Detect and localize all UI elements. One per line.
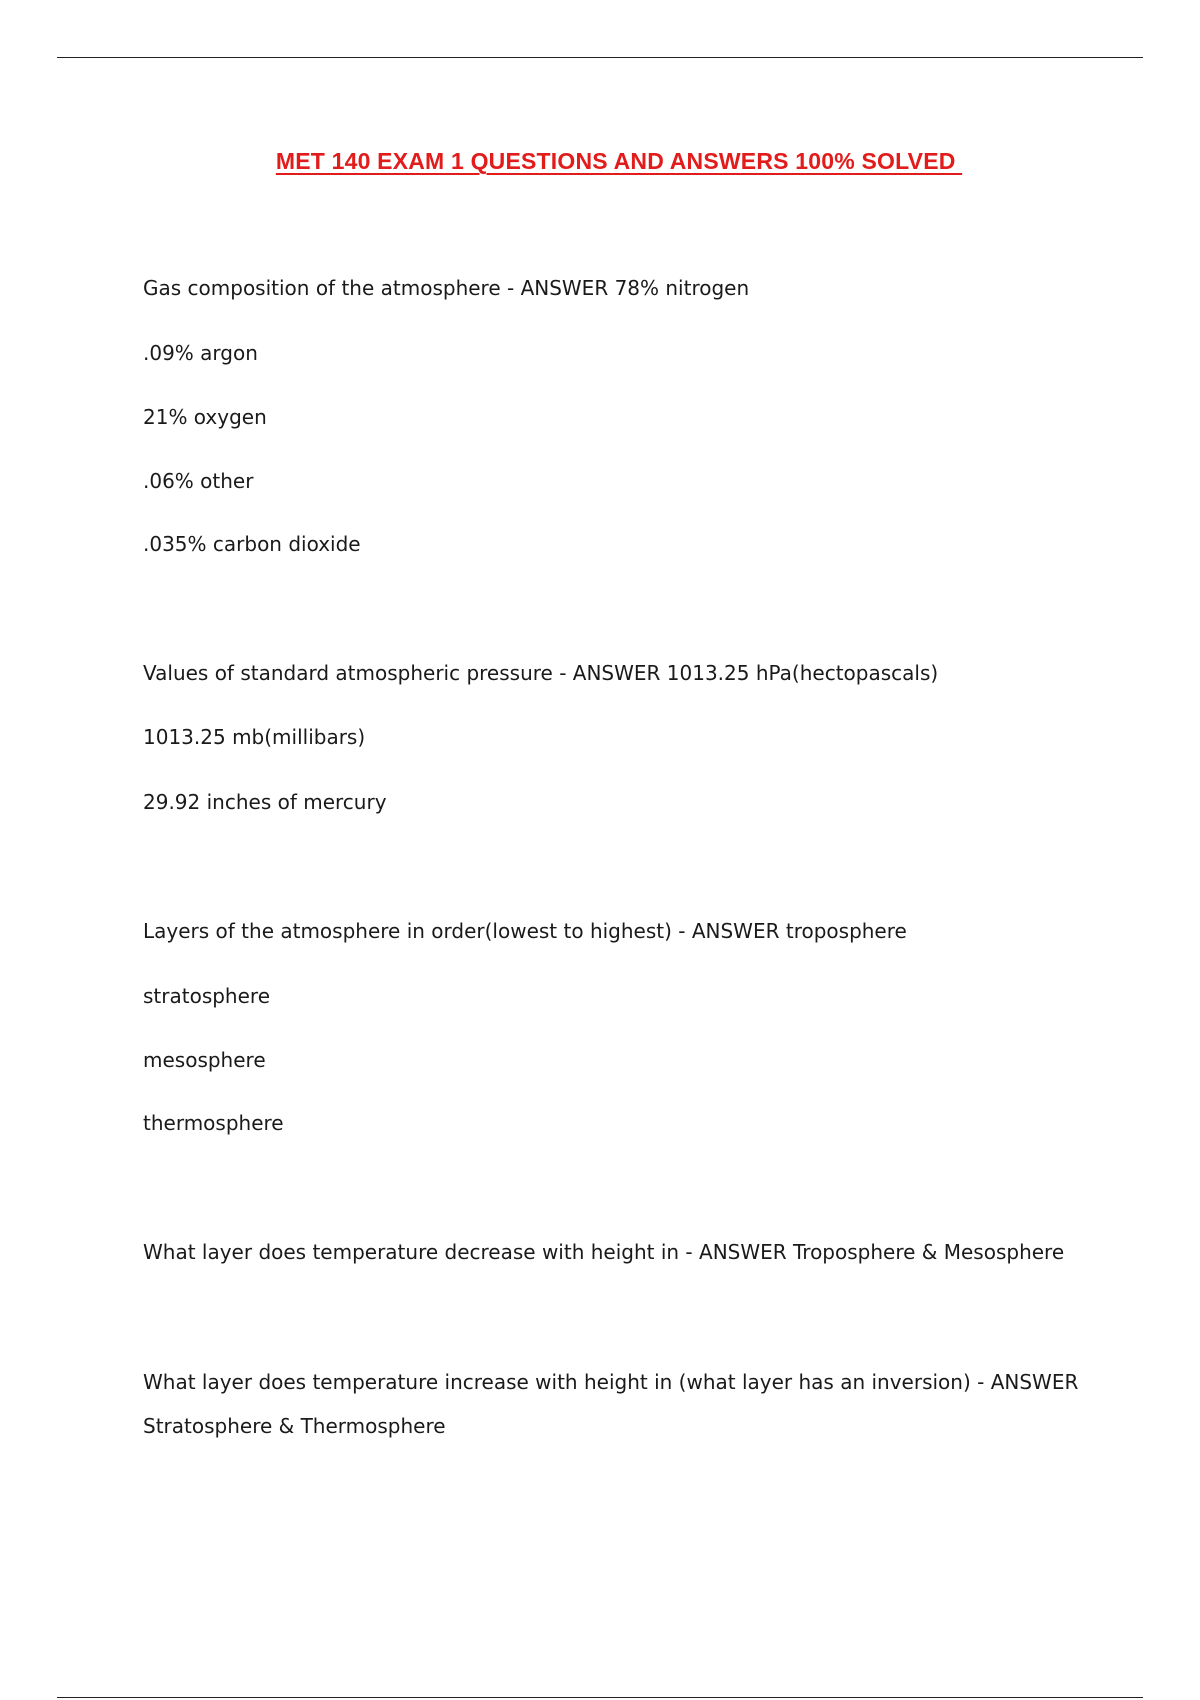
qa-1-line-2: 21% oxygen <box>143 405 267 429</box>
qa-2-line-2: 29.92 inches of mercury <box>143 790 387 814</box>
qa-3-line-2: mesosphere <box>143 1048 266 1072</box>
qa-5-line-1: Stratosphere & Thermosphere <box>143 1414 446 1438</box>
document-title: MET 140 EXAM 1 QUESTIONS AND ANSWERS 100% SOLVED <box>275 148 963 174</box>
qa-1-line-3: .06% other <box>143 469 254 493</box>
header-rule <box>57 57 1143 58</box>
qa-2-line-1: 1013.25 mb(millibars) <box>143 725 366 749</box>
qa-1-line-1: .09% argon <box>143 341 258 365</box>
qa-3-line-1: stratosphere <box>143 984 271 1008</box>
qa-3-question: Layers of the atmosphere in order(lowest to highest) - ANSWER troposphere <box>143 919 907 943</box>
qa-3-line-3: thermosphere <box>143 1111 284 1135</box>
qa-1-question: Gas composition of the atmosphere - ANSWER 78% nitrogen <box>143 276 750 300</box>
qa-2-question: Values of standard atmospheric pressure - ANSWER 1013.25 hPa(hectopascals) <box>143 661 939 685</box>
qa-1-line-4: .035% carbon dioxide <box>143 532 361 556</box>
qa-5-question: What layer does temperature increase with height in (what layer has an inversion) - ANSWER <box>143 1370 1079 1394</box>
qa-4-question: What layer does temperature decrease with height in - ANSWER Troposphere & Mesosphere <box>143 1240 1065 1264</box>
footer-rule <box>57 1697 1143 1698</box>
